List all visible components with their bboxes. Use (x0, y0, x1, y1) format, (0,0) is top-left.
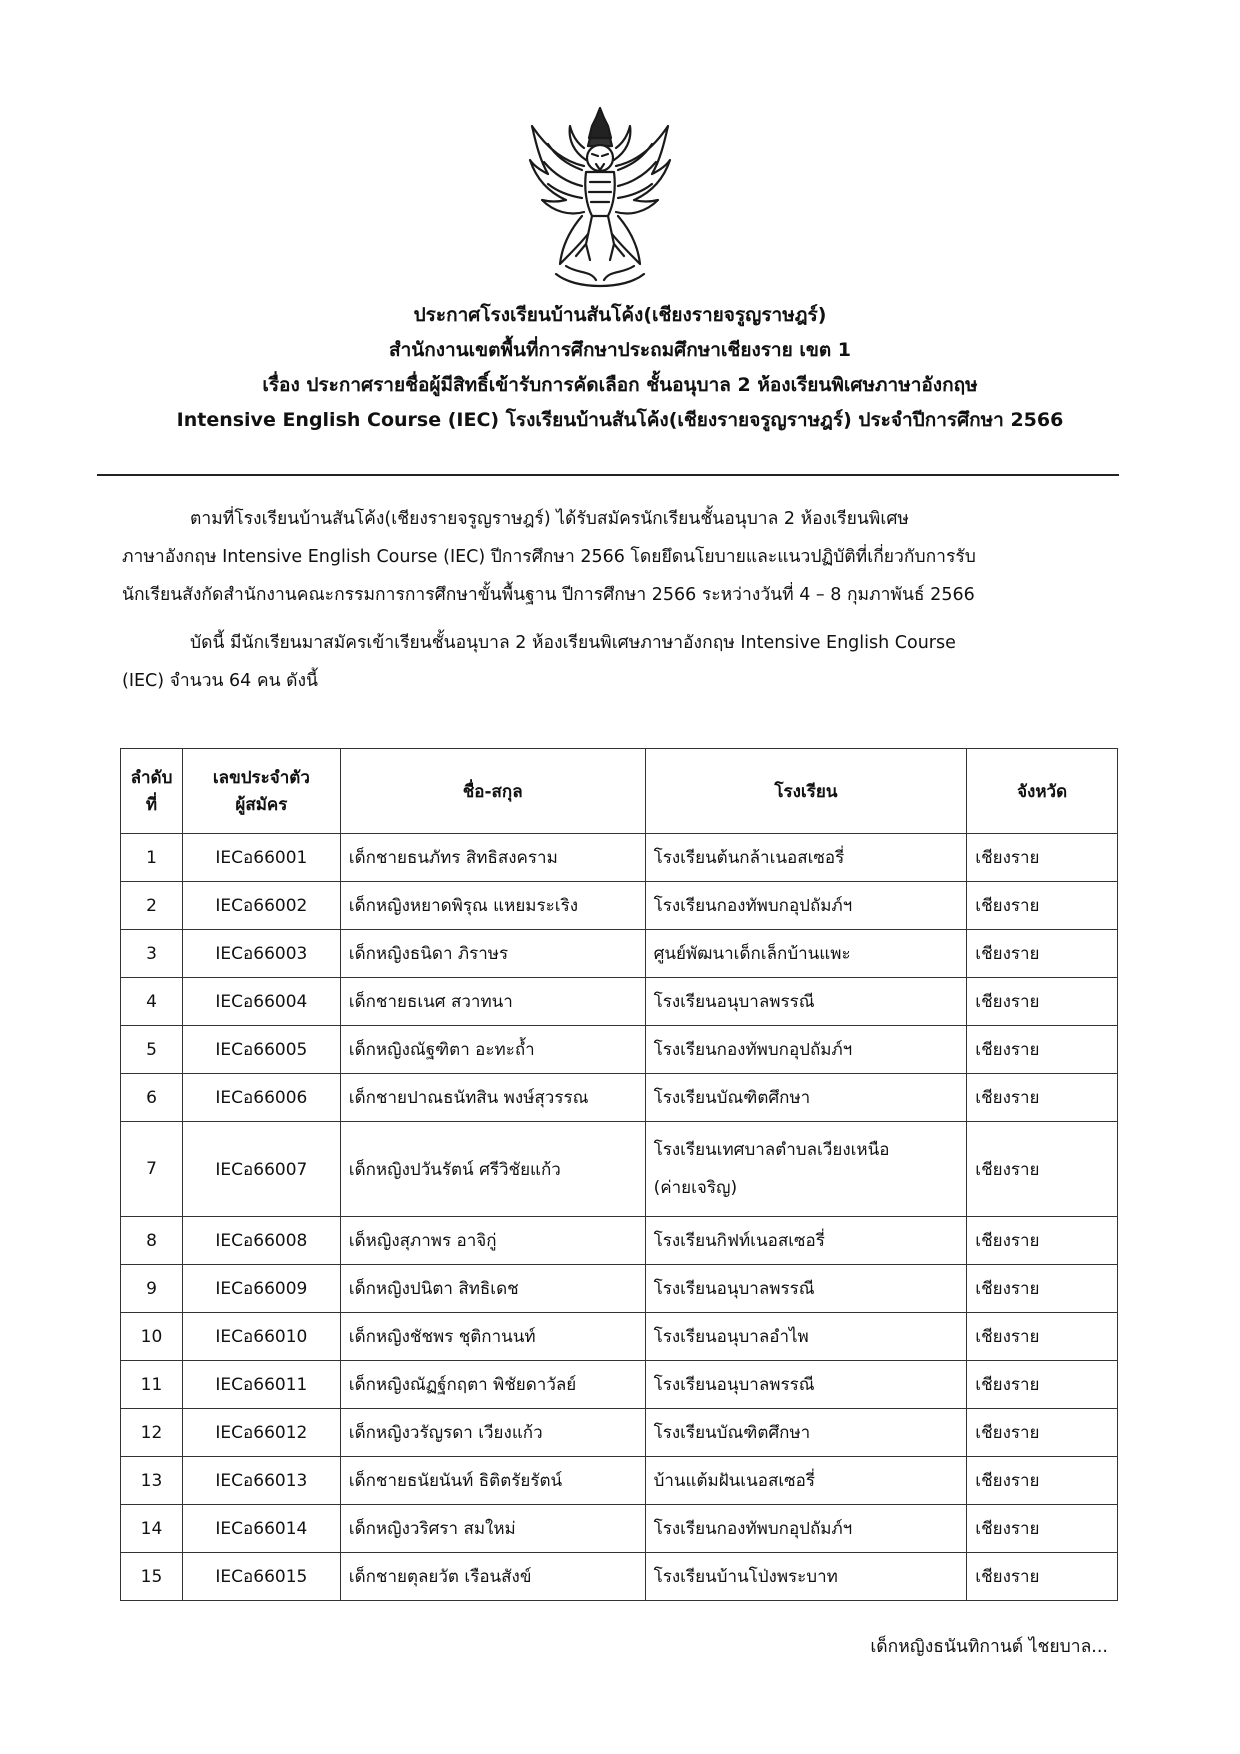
cell-school (645, 1074, 967, 1122)
cell-no: 9 (121, 1265, 183, 1313)
body-paragraph-1-line-1: ตามที่โรงเรียนบ้านสันโค้ง(เชียงรายจรูญราษฎร์) ได้รับสมัครนักเรียนชั้นอนุบาล 2 ห้องเรียนพิเศษ (190, 509, 909, 529)
header-no (121, 749, 183, 834)
cell-applicant-id: IECอ66011 (182, 1361, 340, 1409)
garuda-emblem (526, 104, 674, 290)
announcement-subject-continued: Intensive English Course (IEC) โรงเรียนบ้านสันโค้ง(เชียงรายจรูญราษฎร์) ประจำปีการศึกษา 2566 (176, 409, 1064, 431)
cell-school (645, 1457, 967, 1505)
table-row (121, 978, 1118, 1026)
cell-applicant-id: IECอ66002 (182, 882, 340, 930)
table-row (121, 1457, 1118, 1505)
cell-province: เชียงราย (967, 1026, 1118, 1074)
header-applicant-id (182, 749, 340, 834)
table-body (121, 834, 1118, 1601)
school-name-line: โรงเรียนกองทัพบกอุปถัมภ์ฯ (653, 896, 853, 916)
school-name-line: โรงเรียนบัณฑิตศึกษา (653, 1088, 811, 1108)
cell-applicant-id: IECอ66009 (182, 1265, 340, 1313)
table-row (121, 1553, 1118, 1601)
cell-province: เชียงราย (967, 1313, 1118, 1361)
cell-name: เด็กหญิงหยาดพิรุณ แหยมระเริง (340, 882, 645, 930)
cell-school (645, 1026, 967, 1074)
table-row (121, 1313, 1118, 1361)
table-row (121, 834, 1118, 882)
school-name-line: โรงเรียนกองทัพบกอุปถัมภ์ฯ (653, 1519, 853, 1539)
header-applicant-id-line-2: ผู้สมัคร (235, 795, 288, 815)
table-row (121, 1409, 1118, 1457)
cell-applicant-id: IECอ66012 (182, 1409, 340, 1457)
cell-name: เด็กหญิงณัฏฐ์กฤตา พิชัยดาวัลย์ (340, 1361, 645, 1409)
cell-province: เชียงราย (967, 882, 1118, 930)
table-row (121, 1217, 1118, 1265)
school-name-line: โรงเรียนอนุบาลพรรณี (653, 1279, 815, 1299)
cell-province: เชียงราย (967, 1265, 1118, 1313)
cell-school (645, 882, 967, 930)
cell-province: เชียงราย (967, 1361, 1118, 1409)
cell-name: เด็กชายตุลยวัต เรือนสังข์ (340, 1553, 645, 1601)
table-row (121, 1026, 1118, 1074)
announcement-title: ประกาศโรงเรียนบ้านสันโค้ง(เชียงรายจรูญราษฎร์) (413, 304, 827, 326)
cell-school (645, 1361, 967, 1409)
header-applicant-id-line-1: เลขประจำตัว (212, 768, 310, 788)
cell-no: 12 (121, 1409, 183, 1457)
body-paragraph-1-line-2: ภาษาอังกฤษ Intensive English Course (IEC) ปีการศึกษา 2566 โดยยึดนโยบายและแนวปฏิบัติที่เกี่ยวกับการรับ (122, 547, 976, 567)
applicant-table (120, 748, 1118, 1601)
cell-name: เด็กชายปาณธนัทสิน พงษ์สุวรรณ (340, 1074, 645, 1122)
cell-no: 8 (121, 1217, 183, 1265)
header-no-line-2: ที่ (145, 795, 158, 815)
cell-province: เชียงราย (967, 1553, 1118, 1601)
school-name-line: โรงเรียนกองทัพบกอุปถัมภ์ฯ (653, 1040, 853, 1060)
cell-name: เด็กหญิงณัฐฑิตา อะทะถ้ำ (340, 1026, 645, 1074)
cell-no: 3 (121, 930, 183, 978)
table-row (121, 930, 1118, 978)
cell-school (645, 1553, 967, 1601)
school-name-line: โรงเรียนบ้านโป่งพระบาท (653, 1567, 838, 1587)
cell-school (645, 1217, 967, 1265)
announcement-body (122, 500, 1120, 700)
cell-province: เชียงราย (967, 1409, 1118, 1457)
cell-applicant-id: IECอ66006 (182, 1074, 340, 1122)
cell-school (645, 1409, 967, 1457)
cell-no: 14 (121, 1505, 183, 1553)
table-row (121, 1122, 1118, 1217)
cell-applicant-id: IECอ66001 (182, 834, 340, 882)
body-paragraph-1-line-3: นักเรียนสังกัดสำนักงานคณะกรรมการการศึกษาขั้นพื้นฐาน ปีการศึกษา 2566 ระหว่างวันที่ 4 – 8 กุมภาพันธ์ 2566 (122, 585, 975, 605)
cell-applicant-id: IECอ66003 (182, 930, 340, 978)
cell-province: เชียงราย (967, 1074, 1118, 1122)
cell-school (645, 834, 967, 882)
cell-name: เด็กหญิงวริศรา สมใหม่ (340, 1505, 645, 1553)
cell-name: เด็กชายธเนศ สวาทนา (340, 978, 645, 1026)
cell-applicant-id: IECอ66004 (182, 978, 340, 1026)
continuation-note: เด็กหญิงธนันทิกานต์ ไชยบาล... (870, 1637, 1108, 1657)
issuing-office: สำนักงานเขตพื้นที่การศึกษาประถมศึกษาเชียงราย เขต 1 (388, 339, 852, 361)
cell-no: 1 (121, 834, 183, 882)
cell-name: เด็กชายธนัยนันท์ ธิติตรัยรัตน์ (340, 1457, 645, 1505)
cell-applicant-id: IECอ66015 (182, 1553, 340, 1601)
table-row (121, 1361, 1118, 1409)
cell-school (645, 978, 967, 1026)
cell-name: เด็กหญิงปนิตา สิทธิเดช (340, 1265, 645, 1313)
cell-school (645, 1505, 967, 1553)
header-province: จังหวัด (967, 749, 1118, 834)
school-name-line: บ้านแต้มฝันเนอสเซอรี่ (653, 1471, 816, 1491)
cell-no: 7 (121, 1122, 183, 1217)
body-paragraph-2-line-1: บัดนี้ มีนักเรียนมาสมัครเข้าเรียนชั้นอนุบาล 2 ห้องเรียนพิเศษภาษาอังกฤษ Intensive English Course (190, 633, 956, 653)
cell-province: เชียงราย (967, 834, 1118, 882)
cell-name: เด็กชายธนภัทร สิทธิสงคราม (340, 834, 645, 882)
school-name-line: ศูนย์พัฒนาเด็กเล็กบ้านแพะ (653, 944, 851, 964)
cell-school (645, 1122, 967, 1217)
cell-name: เด็กหญิงปวันรัตน์ ศรีวิชัยแก้ว (340, 1122, 645, 1217)
school-name-line: โรงเรียนอนุบาลพรรณี (653, 1375, 815, 1395)
header-no-line-1: ลำดับ (130, 768, 173, 788)
header-school: โรงเรียน (645, 749, 967, 834)
cell-applicant-id: IECอ66010 (182, 1313, 340, 1361)
cell-school (645, 1313, 967, 1361)
school-name-line: โรงเรียนต้นกล้าเนอสเซอรี่ (653, 848, 845, 868)
cell-province: เชียงราย (967, 1457, 1118, 1505)
cell-province: เชียงราย (967, 930, 1118, 978)
school-name-line: โรงเรียนอนุบาลพรรณี (653, 992, 815, 1012)
table-row (121, 1505, 1118, 1553)
cell-name: เด็หญิงสุภาพร อาจิกู่ (340, 1217, 645, 1265)
table-row (121, 882, 1118, 930)
school-name-line: โรงเรียนเทศบาลตำบลเวียงเหนือ (653, 1140, 890, 1160)
table-row (121, 1265, 1118, 1313)
cell-no: 4 (121, 978, 183, 1026)
cell-province: เชียงราย (967, 1505, 1118, 1553)
cell-no: 10 (121, 1313, 183, 1361)
cell-no: 15 (121, 1553, 183, 1601)
announcement-subject: เรื่อง ประกาศรายชื่อผู้มีสิทธิ์เข้ารับการคัดเลือก ชั้นอนุบาล 2 ห้องเรียนพิเศษภาษาอังกฤษ (262, 374, 978, 396)
header-name: ชื่อ-สกุล (340, 749, 645, 834)
cell-name: เด็กหญิงธนิดา ภิราษร (340, 930, 645, 978)
cell-no: 11 (121, 1361, 183, 1409)
school-name-line: โรงเรียนบัณฑิตศึกษา (653, 1423, 811, 1443)
cell-province: เชียงราย (967, 1122, 1118, 1217)
cell-no: 2 (121, 882, 183, 930)
school-name-line: (ค่ายเจริญ) (653, 1178, 738, 1198)
body-paragraph-2-line-2: (IEC) จำนวน 64 คน ดังนี้ (122, 671, 318, 691)
cell-no: 6 (121, 1074, 183, 1122)
cell-school (645, 1265, 967, 1313)
header-divider (97, 474, 1119, 476)
school-name-line: โรงเรียนกิฟท์เนอสเซอรี่ (653, 1231, 825, 1251)
cell-school (645, 930, 967, 978)
cell-no: 5 (121, 1026, 183, 1074)
cell-applicant-id: IECอ66007 (182, 1122, 340, 1217)
cell-no: 13 (121, 1457, 183, 1505)
school-name-line: โรงเรียนอนุบาลอำไพ (653, 1327, 809, 1347)
cell-applicant-id: IECอ66014 (182, 1505, 340, 1553)
cell-name: เด็กหญิงชัชพร ชุติกานนท์ (340, 1313, 645, 1361)
cell-province: เชียงราย (967, 978, 1118, 1026)
cell-name: เด็กหญิงวรัญรดา เวียงแก้ว (340, 1409, 645, 1457)
cell-province: เชียงราย (967, 1217, 1118, 1265)
cell-applicant-id: IECอ66008 (182, 1217, 340, 1265)
announcement-header (100, 298, 1140, 438)
table-header-row (121, 749, 1118, 834)
cell-applicant-id: IECอ66013 (182, 1457, 340, 1505)
table-row (121, 1074, 1118, 1122)
cell-applicant-id: IECอ66005 (182, 1026, 340, 1074)
